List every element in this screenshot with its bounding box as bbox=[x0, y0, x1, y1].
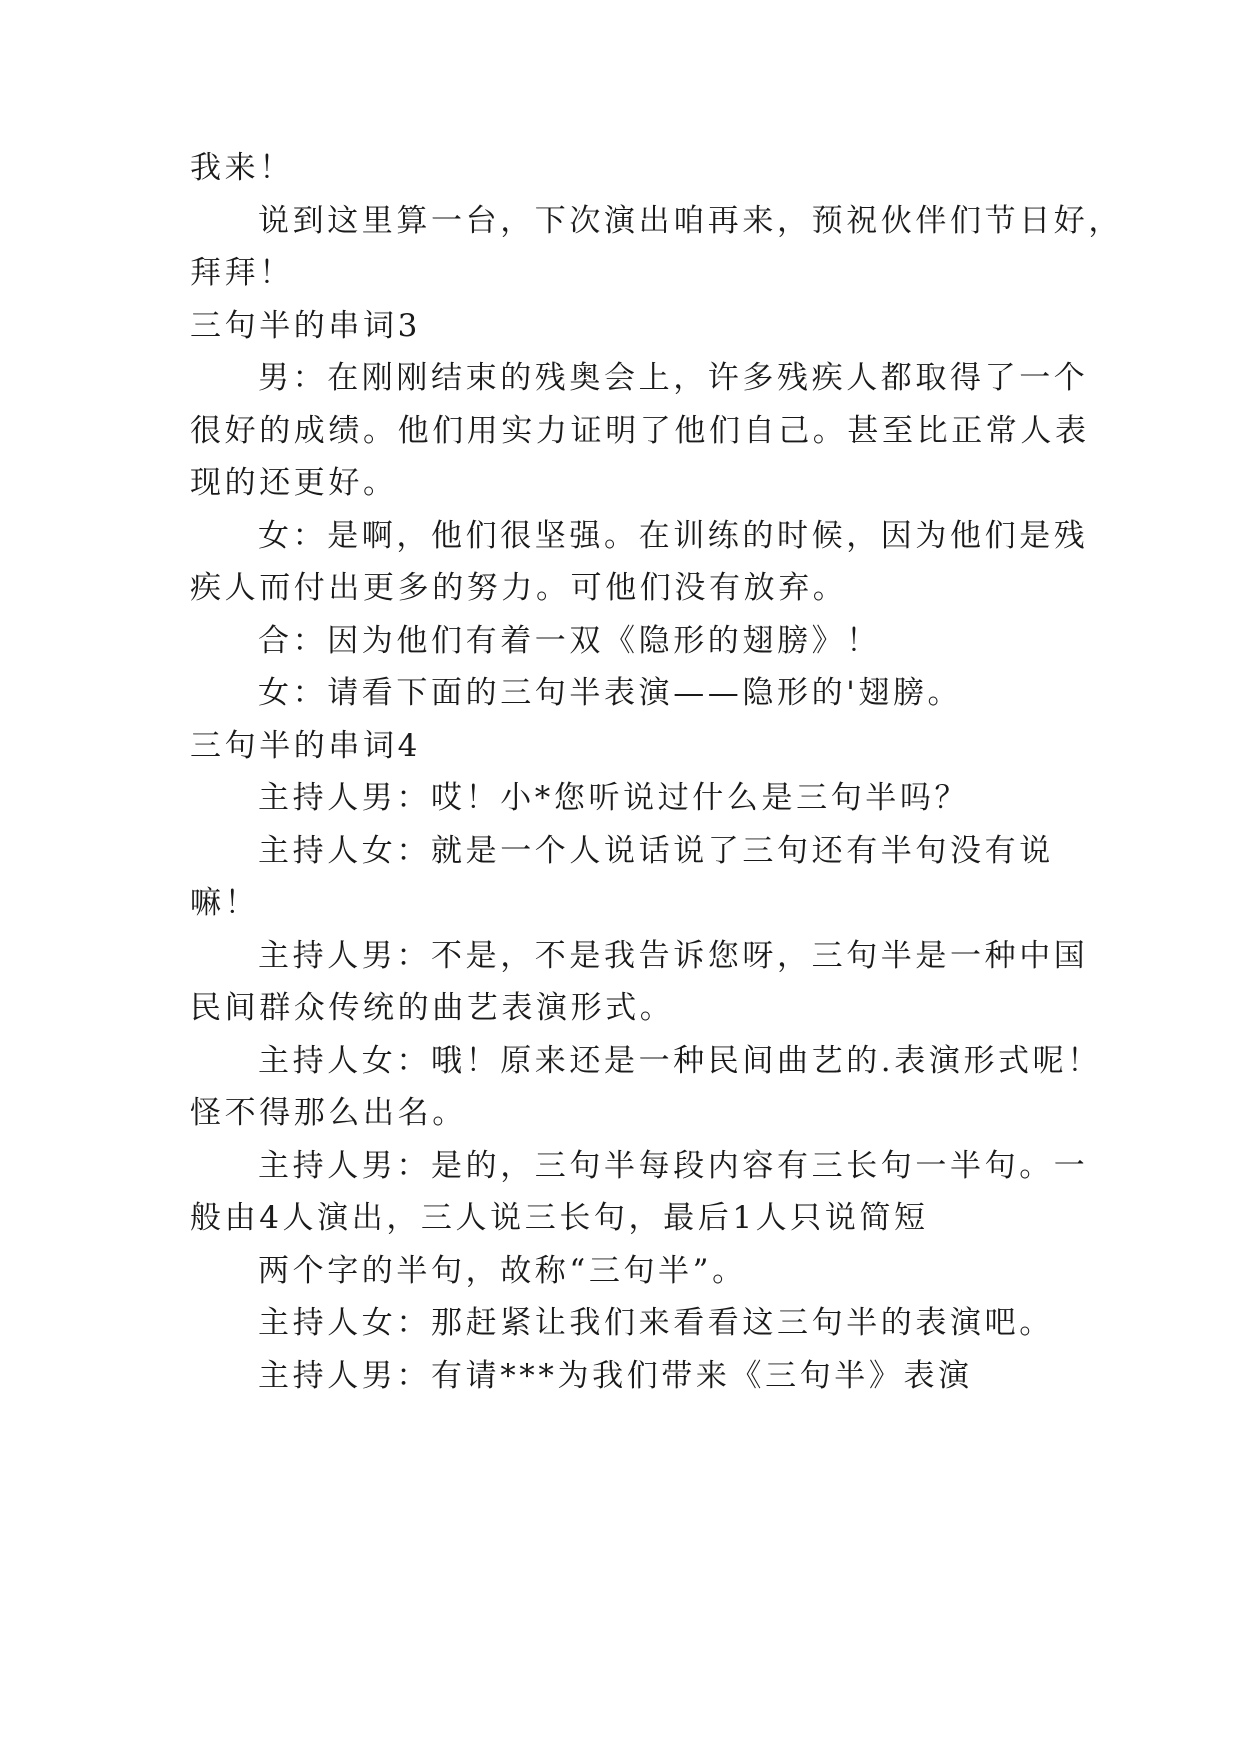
text-line: 很好的成绩。他们用实力证明了他们自己。甚至比正常人表 bbox=[190, 413, 1090, 449]
text-line: 两个字的半句，故称“三句半”。 bbox=[258, 1253, 747, 1289]
text-line: 主持人女：那赶紧让我们来看看这三句半的表演吧。 bbox=[258, 1305, 1054, 1341]
text-line: 主持人男：有请***为我们带来《三句半》表演 bbox=[258, 1358, 973, 1394]
text-line: 合：因为他们有着一双《隐形的翅膀》！ bbox=[258, 623, 881, 659]
text-line: 现的还更好。 bbox=[190, 465, 398, 501]
text-line: 主持人男：哎！小*您听说过什么是三句半吗？ bbox=[258, 780, 970, 816]
text-line: 主持人女：哦！原来还是一种民间曲艺的.表演形式呢！ bbox=[258, 1043, 1102, 1079]
text-line: 主持人男：是的，三句半每段内容有三长句一半句。一 bbox=[258, 1148, 1089, 1184]
text-line: 般由4人演出，三人说三长句，最后1人只说简短 bbox=[190, 1200, 929, 1236]
text-line: 我来！ bbox=[190, 150, 294, 186]
text-line: 嘛！ bbox=[190, 885, 260, 921]
text-line: 女：请看下面的三句半表演——隐形的'翅膀。 bbox=[258, 675, 963, 711]
section-heading: 三句半的串词4 bbox=[190, 728, 421, 764]
text-line: 怪不得那么出名。 bbox=[190, 1095, 467, 1131]
text-line: 疾人而付出更多的努力。可他们没有放弃。 bbox=[190, 570, 848, 606]
text-line: 主持人女：就是一个人说话说了三句还有半句没有说 bbox=[258, 833, 1054, 869]
text-line: 女：是啊，他们很坚强。在训练的时候，因为他们是残 bbox=[258, 518, 1089, 554]
text-line: 拜拜！ bbox=[190, 255, 294, 291]
section-heading: 三句半的串词3 bbox=[190, 308, 421, 344]
text-line: 男：在刚刚结束的残奥会上，许多残疾人都取得了一个 bbox=[258, 360, 1089, 396]
text-line: 主持人男：不是，不是我告诉您呀，三句半是一种中国 bbox=[258, 938, 1089, 974]
text-line: 说到这里算一台，下次演出咱再来，预祝伙伴们节日好， bbox=[258, 203, 1123, 239]
text-line: 民间群众传统的曲艺表演形式。 bbox=[190, 990, 675, 1026]
